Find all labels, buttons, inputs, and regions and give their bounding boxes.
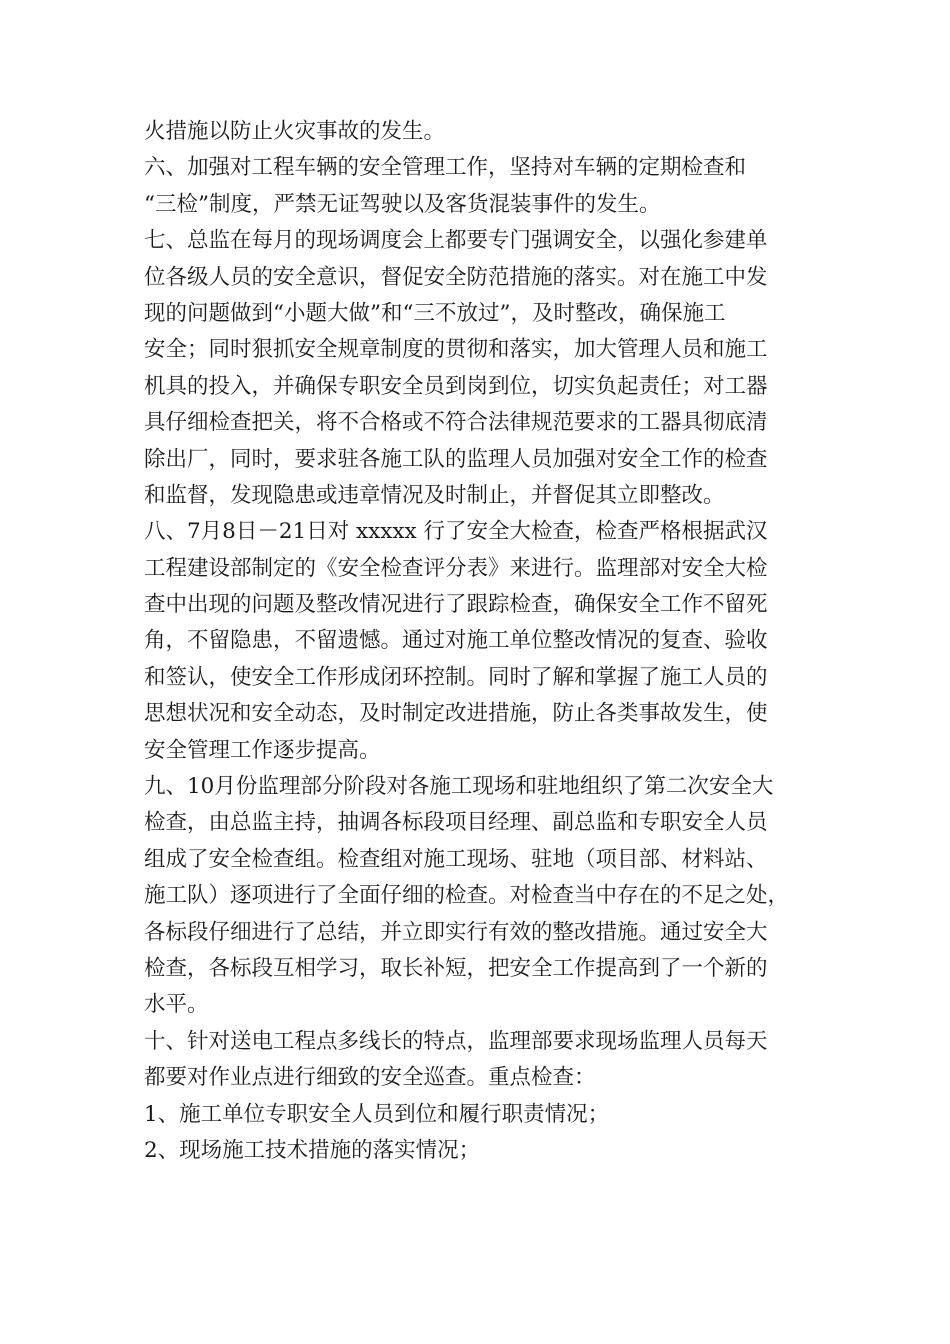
- text-line: 除出厂，同时，要求驻各施工队的监理人员加强对安全工作的检查: [144, 446, 768, 472]
- text-line: 组成了安全检查组。检查组对施工现场、驻地（项目部、材料站、: [144, 846, 768, 872]
- text-line: 火措施以防止火灾事故的发生。: [144, 119, 446, 144]
- text-line: 八、7月8日－21日对 xxxxx 行了安全大检查，检查严格根据武汉: [144, 519, 768, 545]
- text-line: 思想状况和安全动态，及时制定改进措施，防止各类事故发生，使: [144, 701, 768, 727]
- text-line: 查中出现的问题及整改情况进行了跟踪检查，确保安全工作不留死: [144, 592, 768, 618]
- text-line: 安全；同时狠抓安全规章制度的贯彻和落实，加大管理人员和施工: [144, 337, 768, 363]
- text-line: 2、现场施工技术措施的落实情况；: [144, 1137, 481, 1163]
- text-line: 1、施工单位专职安全人员到位和履行职责情况；: [144, 1101, 610, 1127]
- text-line: 工程建设部制定的《安全检查评分表》来进行。监理部对安全大检: [144, 555, 768, 581]
- text-line: 都要对作业点进行细致的安全巡查。重点检查：: [144, 1065, 596, 1091]
- text-line: 检查，由总监主持，抽调各标段项目经理、副总监和专职安全人员: [144, 810, 768, 836]
- text-line: 和签认，使安全工作形成闭环控制。同时了解和掌握了施工人员的: [144, 664, 768, 690]
- text-line: 六、加强对工程车辆的安全管理工作，坚持对车辆的定期检查和: [144, 155, 747, 181]
- text-line: 现的问题做到“小题大做”和“三不放过”，及时整改，确保施工: [144, 300, 726, 326]
- text-line: 各标段仔细进行了总结，并立即实行有效的整改措施。通过安全大: [144, 919, 768, 945]
- text-line: 安全管理工作逐步提高。: [144, 737, 381, 763]
- text-line: 位各级人员的安全意识，督促安全防范措施的落实。对在施工中发: [144, 264, 768, 290]
- text-line: 九、10月份监理部分阶段对各施工现场和驻地组织了第二次安全大: [144, 774, 774, 800]
- text-line: 水平。: [144, 992, 209, 1018]
- text-line: 角，不留隐患，不留遗憾。通过对施工单位整改情况的复查、验收: [144, 628, 768, 654]
- document-body: [144, 114, 834, 1169]
- text-line: “三检”制度，严禁无证驾驶以及客货混装事件的发生。: [144, 191, 661, 217]
- text-line: 七、总监在每月的现场调度会上都要专门强调安全，以强化参建单: [144, 228, 768, 254]
- text-line: 和监督，发现隐患或违章情况及时制止，并督促其立即整改。: [144, 482, 725, 508]
- text-line: 施工队）逐项进行了全面仔细的检查。对检查当中存在的不足之处，: [144, 883, 790, 909]
- text-line: 机具的投入，并确保专职安全员到岗到位，切实负起责任；对工器: [144, 373, 768, 399]
- text-line: 具仔细检查把关，将不合格或不符合法律规范要求的工器具彻底清: [144, 410, 768, 436]
- text-line: 十、针对送电工程点多线长的特点，监理部要求现场监理人员每天: [144, 1028, 768, 1054]
- text-line: 检查，各标段互相学习，取长补短，把安全工作提高到了一个新的: [144, 955, 768, 981]
